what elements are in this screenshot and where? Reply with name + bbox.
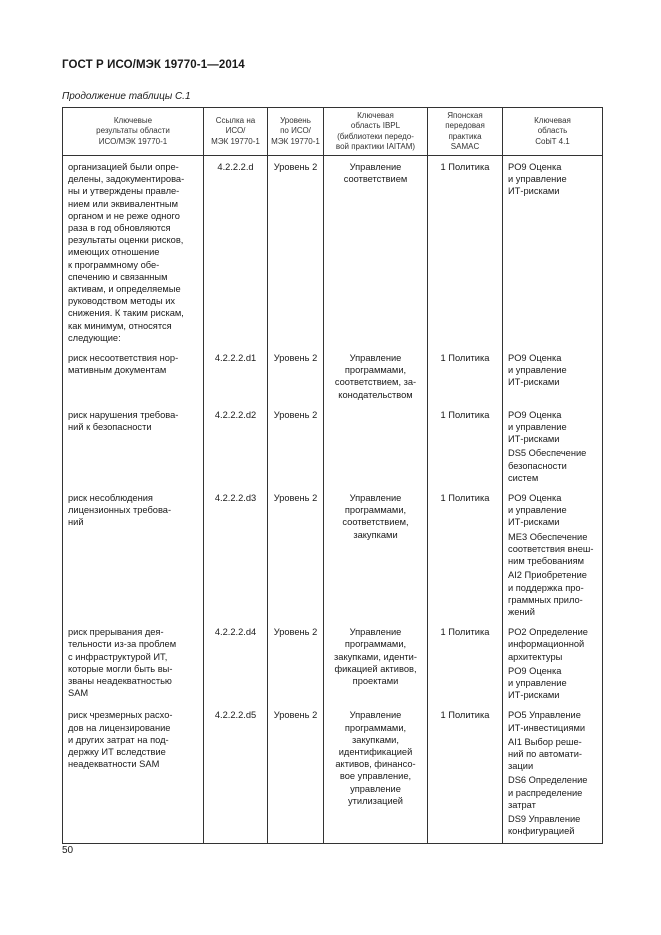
document-title: ГОСТ Р ИСО/МЭК 19770-1—2014 bbox=[62, 59, 245, 71]
cobit-item: DS5 Обеспечение безопасности систем bbox=[508, 448, 587, 483]
level-cell: Уровень 2 bbox=[268, 622, 324, 705]
column-header: Ключевая область IBPL (библиотеки передо- вой практики IAITAM) bbox=[324, 108, 428, 156]
cobit-cell bbox=[503, 488, 603, 622]
level-cell: Уровень 2 bbox=[268, 156, 324, 349]
key-result-cell: риск чрезмерных расхо- дов на лицензирование и других затрат на под- держку ИТ вследствие неадекватности SAM bbox=[63, 705, 204, 844]
table-row bbox=[63, 622, 603, 705]
table-caption: Продолжение таблицы С.1 bbox=[62, 91, 191, 102]
ibpl-cell: Управление программами, закупками, идентификацией активов, финансо- вое управление, управление утилизацией bbox=[324, 705, 428, 844]
samac-cell: 1 Политика bbox=[428, 156, 503, 349]
level-cell: Уровень 2 bbox=[268, 488, 324, 622]
page-number: 50 bbox=[62, 845, 74, 856]
ibpl-cell: Управление программами, закупками, иденти- фикацией активов, проектами bbox=[324, 622, 428, 705]
cobit-item: ME3 Обеспечение соответствия внеш- ним требованиям bbox=[508, 531, 594, 567]
table-header-row bbox=[63, 108, 603, 156]
ibpl-cell: Управление программами, соответствием, за- конодательством bbox=[324, 348, 428, 405]
column-header: Ключевые результаты области ИСО/МЭК 19770-1 bbox=[63, 108, 204, 156]
column-header: Ключевая область CobiT 4.1 bbox=[503, 108, 603, 156]
reference-cell: 4.2.2.2.d1 bbox=[204, 348, 268, 405]
cobit-cell bbox=[503, 348, 603, 405]
cobit-item: AI1 Выбор реше- ний по автомати- зации bbox=[508, 736, 583, 772]
cobit-item: DS6 Определение и распределение затрат bbox=[508, 775, 588, 810]
cobit-item: PO9 Оценка и управление ИТ-рисками bbox=[508, 493, 567, 528]
reference-cell: 4.2.2.2.d bbox=[204, 156, 268, 349]
key-result-cell: организацией были опре- делены, задокументирова- ны и утверждены правле- нием или эквивалентным органом и не реже одного раза в год обновляются результаты оценки рисков, имеющих отношение к программному обе- спечению и связанным активам, и определяемые руководством методы их снижения. К таким рискам, как минимум, относятся следующие: bbox=[63, 156, 204, 349]
reference-cell: 4.2.2.2.d3 bbox=[204, 488, 268, 622]
table-row bbox=[63, 156, 603, 349]
reference-cell: 4.2.2.2.d2 bbox=[204, 405, 268, 488]
level-cell: Уровень 2 bbox=[268, 705, 324, 844]
column-header: Ссылка на ИСО/ МЭК 19770-1 bbox=[204, 108, 268, 156]
cobit-item: PO9 Оценка и управление ИТ-рисками bbox=[508, 353, 567, 388]
key-result-cell: риск нарушения требова- ний к безопасности bbox=[63, 405, 204, 488]
reference-cell: 4.2.2.2.d5 bbox=[204, 705, 268, 844]
reference-cell: 4.2.2.2.d4 bbox=[204, 622, 268, 705]
level-cell: Уровень 2 bbox=[268, 348, 324, 405]
ibpl-cell: Управление соответствием bbox=[324, 156, 428, 349]
key-result-cell: риск несоблюдения лицензионных требова- ний bbox=[63, 488, 204, 622]
level-cell: Уровень 2 bbox=[268, 405, 324, 488]
cobit-item: PO9 Оценка и управление ИТ-рисками bbox=[508, 665, 567, 701]
cobit-cell bbox=[503, 705, 603, 844]
cobit-item: PO2 Определение информационной архитектуры bbox=[508, 627, 588, 662]
key-result-cell: риск прерывания дея- тельности из-за проблем с инфраструктурой ИТ, которые могли быть вы- званы неадекватностью SAM bbox=[63, 622, 204, 705]
column-header: Уровень по ИСО/ МЭК 19770-1 bbox=[268, 108, 324, 156]
table-row bbox=[63, 348, 603, 405]
cobit-item: PO9 Оценка и управление ИТ-рисками bbox=[508, 162, 567, 197]
mapping-table bbox=[62, 107, 603, 844]
samac-cell: 1 Политика bbox=[428, 488, 503, 622]
key-result-cell: риск несоответствия нор- мативным документам bbox=[63, 348, 204, 405]
ibpl-cell: Управление программами, соответствием, закупками bbox=[324, 488, 428, 622]
table-row bbox=[63, 705, 603, 844]
cobit-cell bbox=[503, 405, 603, 488]
samac-cell: 1 Политика bbox=[428, 405, 503, 488]
table-row bbox=[63, 405, 603, 488]
cobit-cell bbox=[503, 156, 603, 349]
table-row bbox=[63, 488, 603, 622]
cobit-item: AI2 Приобретение и поддержка про- граммных прило- жений bbox=[508, 570, 587, 617]
samac-cell: 1 Политика bbox=[428, 622, 503, 705]
cobit-item: PO5 Управление ИТ-инвестициями bbox=[508, 710, 586, 733]
cobit-item: PO9 Оценка и управление ИТ-рисками bbox=[508, 409, 567, 445]
column-header: Японская передовая практика SAMAC bbox=[428, 108, 503, 156]
cobit-item: DS9 Управление конфигурацией bbox=[508, 813, 581, 837]
samac-cell: 1 Политика bbox=[428, 348, 503, 405]
cobit-cell bbox=[503, 622, 603, 705]
ibpl-cell bbox=[324, 405, 428, 488]
samac-cell: 1 Политика bbox=[428, 705, 503, 844]
